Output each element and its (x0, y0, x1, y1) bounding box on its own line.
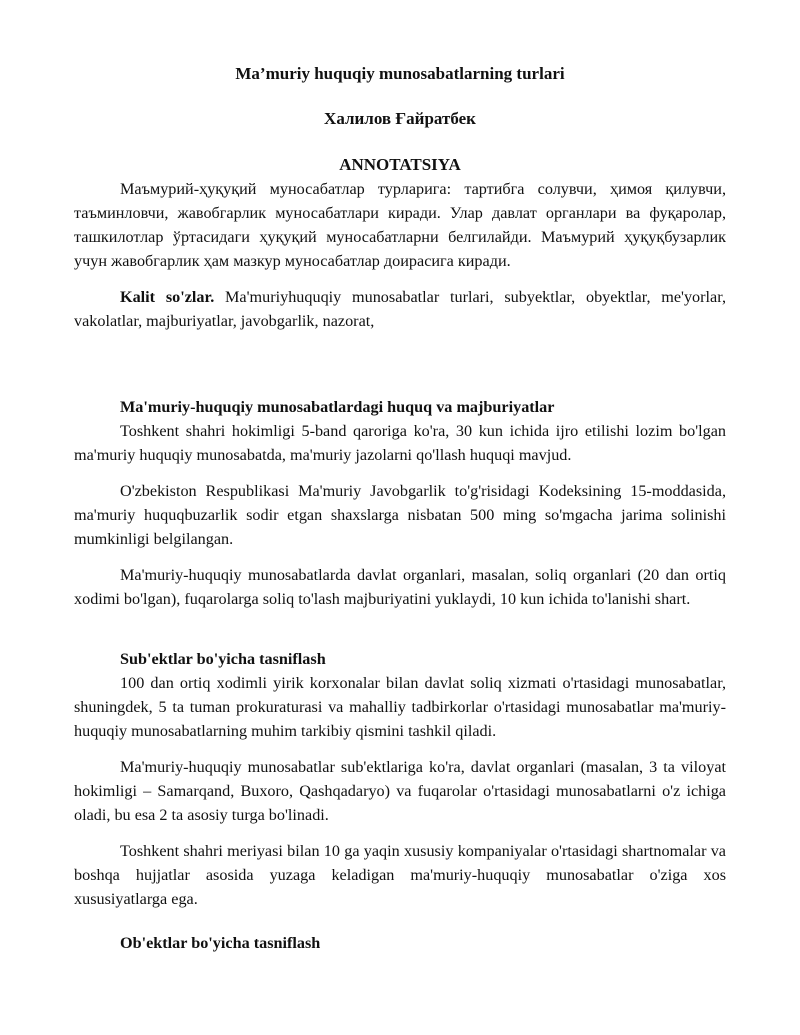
document-title: Ma’muriy huquqiy munosabatlarning turlari (235, 64, 565, 83)
paragraph-subjects-1: 100 dan ortiq xodimli yirik korxonalar bilan davlat soliq xizmati o'rtasidagi munosabatlar, shuningdek, 5 ta tuman prokuraturasi va mahalliy tadbirkorlar o'rtasidagi munosabatlar ma'muriy-huquqiy munosabatlarning muhim tarkibiy qismini tashkil qiladi. (74, 674, 726, 740)
paragraph-rights-3: Ma'muriy-huquqiy munosabatlarda davlat organlari, masalan, soliq organlari (20 dan ortiq xodimi bo'lgan), fuqarolarga soliq to'lash majburiyatini yuklaydi, 10 kun ichida to'lanishi shart. (74, 566, 726, 608)
paragraph-subjects-2: Ma'muriy-huquqiy munosabatlar sub'ektlariga ko'ra, davlat organlari (masalan, 3 ta viloyat hokimligi – Samarqand, Buxoro, Qashqadaryo) va fuqarolar o'rtasidagi munosabatlarni o'z ichiga oladi, bu esa 2 ta asosiy turga bo'linadi. (74, 758, 726, 824)
keywords-paragraph (74, 285, 726, 333)
author-name: Халилов Ғайратбек (324, 109, 476, 128)
paragraph-subjects-3: Toshkent shahri meriyasi bilan 10 ga yaqin xususiy kompaniyalar o'rtasidagi shartnomalar va boshqa hujjatlar asosida yuzaga keladigan ma'muriy-huquqiy munosabatlar o'ziga xos xususiyatlarga ega. (74, 842, 726, 908)
paragraph-rights-2: O'zbekiston Respublikasi Ma'muriy Javobgarlik to'g'risidagi Kodeksining 15-moddasida, ma'muriy huquqbuzarlik sodir etgan shaxslarga nisbatan 500 ming so'mgacha jarima solinishi mumkinligi belgilangan. (74, 482, 726, 548)
paragraph-rights-1: Toshkent shahri hokimligi 5-band qaroriga ko'ra, 30 kun ichida ijro etilishi lozim bo'lgan ma'muriy huquqiy munosabatda, ma'muriy jazolarni qo'llash huquqi mavjud. (74, 422, 726, 464)
annotation-heading: ANNOTATSIYA (339, 155, 461, 174)
section-heading-objects: Ob'ektlar bo'yicha tasniflash (120, 934, 321, 952)
annotation-paragraph: Маъмурий-ҳуқуқий муносабатлар турларига: тартибга солувчи, ҳимоя қилувчи, таъминловчи, жавобгарлик муносабатлари киради. Улар давлат органлари ва фуқаролар, ташкилотлар ўртасидаги ҳуқуқий муносабатларни белгилайди. Маъмурий ҳуқуқбузарлик учун жавобгарлик ҳам мазкур муносабатлар доирасига киради. (74, 180, 726, 270)
keywords-label: Kalit so'zlar. (120, 288, 215, 306)
keywords-text: Ma'muriyhuquqiy munosabatlar turlari, subyektlar, obyektlar, me'yorlar, vakolatlar, majburiyatlar, javobgarlik, nazorat, (74, 288, 727, 330)
section-heading-subjects: Sub'ektlar bo'yicha tasniflash (120, 650, 326, 668)
section-heading-rights: Ma'muriy-huquqiy munosabatlardagi huquq va majburiyatlar (120, 398, 555, 416)
